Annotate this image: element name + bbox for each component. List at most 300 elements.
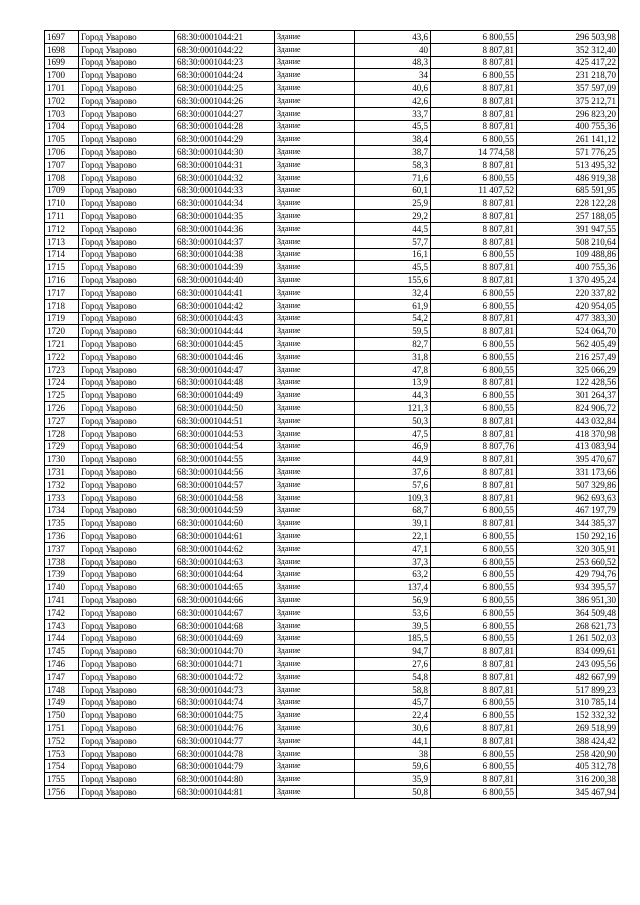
object-type-cell: Здание <box>275 43 355 56</box>
object-type-cell: Здание <box>275 325 355 338</box>
cadastral-value-cell: 375 212,71 <box>517 94 619 107</box>
settlement-cell: Город Уварово <box>79 786 175 799</box>
unit-value-cell: 6 800,55 <box>431 632 517 645</box>
area-cell: 38 <box>355 747 431 760</box>
row-number: 1723 <box>45 363 79 376</box>
cadastral-number-cell: 68:30:0001044:57 <box>175 478 275 491</box>
unit-value-cell: 6 800,55 <box>431 594 517 607</box>
cadastral-value-cell: 513 495,32 <box>517 158 619 171</box>
cadastral-number-cell: 68:30:0001044:47 <box>175 363 275 376</box>
table-row <box>45 31 619 44</box>
cadastral-value-cell: 257 188,05 <box>517 210 619 223</box>
object-type-cell: Здание <box>275 670 355 683</box>
table-row <box>45 171 619 184</box>
cadastral-number-cell: 68:30:0001044:43 <box>175 312 275 325</box>
object-type-cell: Здание <box>275 222 355 235</box>
settlement-cell: Город Уварово <box>79 747 175 760</box>
object-type-cell: Здание <box>275 632 355 645</box>
settlement-cell: Город Уварово <box>79 133 175 146</box>
row-number: 1736 <box>45 530 79 543</box>
row-number: 1756 <box>45 786 79 799</box>
cadastral-value-cell: 231 218,70 <box>517 69 619 82</box>
area-cell: 44,9 <box>355 453 431 466</box>
row-number: 1755 <box>45 773 79 786</box>
cadastral-number-cell: 68:30:0001044:23 <box>175 56 275 69</box>
object-type-cell: Здание <box>275 94 355 107</box>
object-type-cell: Здание <box>275 658 355 671</box>
cadastral-value-cell: 418 370,98 <box>517 427 619 440</box>
area-cell: 56,9 <box>355 594 431 607</box>
settlement-cell: Город Уварово <box>79 94 175 107</box>
cadastral-value-cell: 109 488,86 <box>517 248 619 261</box>
settlement-cell: Город Уварово <box>79 440 175 453</box>
unit-value-cell: 8 807,81 <box>431 43 517 56</box>
cadastral-value-cell: 296 823,20 <box>517 107 619 120</box>
unit-value-cell: 6 800,55 <box>431 389 517 402</box>
row-number: 1740 <box>45 581 79 594</box>
settlement-cell: Город Уварово <box>79 248 175 261</box>
row-number: 1722 <box>45 350 79 363</box>
table-row <box>45 542 619 555</box>
object-type-cell: Здание <box>275 414 355 427</box>
cadastral-value-cell: 152 332,32 <box>517 709 619 722</box>
unit-value-cell: 6 800,55 <box>431 350 517 363</box>
row-number: 1754 <box>45 760 79 773</box>
table-row <box>45 184 619 197</box>
cadastral-value-cell: 386 951,30 <box>517 594 619 607</box>
table-row <box>45 645 619 658</box>
row-number: 1710 <box>45 197 79 210</box>
table-row <box>45 389 619 402</box>
object-type-cell: Здание <box>275 210 355 223</box>
unit-value-cell: 8 807,81 <box>431 491 517 504</box>
cadastral-value-cell: 253 660,52 <box>517 555 619 568</box>
cadastral-value-cell: 243 095,56 <box>517 658 619 671</box>
area-cell: 58,3 <box>355 158 431 171</box>
unit-value-cell: 11 407,52 <box>431 184 517 197</box>
unit-value-cell: 8 807,81 <box>431 658 517 671</box>
unit-value-cell: 8 807,81 <box>431 670 517 683</box>
cadastral-number-cell: 68:30:0001044:54 <box>175 440 275 453</box>
cadastral-number-cell: 68:30:0001044:76 <box>175 722 275 735</box>
cadastral-value-cell: 517 899,23 <box>517 683 619 696</box>
row-number: 1751 <box>45 722 79 735</box>
object-type-cell: Здание <box>275 619 355 632</box>
cadastral-value-cell: 258 420,90 <box>517 747 619 760</box>
settlement-cell: Город Уварово <box>79 312 175 325</box>
settlement-cell: Город Уварово <box>79 683 175 696</box>
cadastral-number-cell: 68:30:0001044:48 <box>175 376 275 389</box>
settlement-cell: Город Уварово <box>79 517 175 530</box>
settlement-cell: Город Уварово <box>79 146 175 159</box>
unit-value-cell: 6 800,55 <box>431 530 517 543</box>
object-type-cell: Здание <box>275 504 355 517</box>
unit-value-cell: 6 800,55 <box>431 619 517 632</box>
object-type-cell: Здание <box>275 760 355 773</box>
object-type-cell: Здание <box>275 440 355 453</box>
unit-value-cell: 8 807,81 <box>431 376 517 389</box>
cadastral-value-cell: 364 509,48 <box>517 606 619 619</box>
settlement-cell: Город Уварово <box>79 56 175 69</box>
object-type-cell: Здание <box>275 722 355 735</box>
table-row <box>45 133 619 146</box>
unit-value-cell: 6 800,55 <box>431 606 517 619</box>
unit-value-cell: 8 807,81 <box>431 261 517 274</box>
settlement-cell: Город Уварово <box>79 555 175 568</box>
unit-value-cell: 6 800,55 <box>431 786 517 799</box>
unit-value-cell: 8 807,81 <box>431 683 517 696</box>
cadastral-number-cell: 68:30:0001044:41 <box>175 286 275 299</box>
area-cell: 39,1 <box>355 517 431 530</box>
unit-value-cell: 8 807,81 <box>431 453 517 466</box>
row-number: 1733 <box>45 491 79 504</box>
table-row <box>45 376 619 389</box>
cadastral-number-cell: 68:30:0001044:81 <box>175 786 275 799</box>
cadastral-number-cell: 68:30:0001044:78 <box>175 747 275 760</box>
settlement-cell: Город Уварово <box>79 619 175 632</box>
cadastral-value-cell: 357 597,09 <box>517 82 619 95</box>
area-cell: 38,4 <box>355 133 431 146</box>
unit-value-cell: 8 807,81 <box>431 478 517 491</box>
settlement-cell: Город Уварово <box>79 645 175 658</box>
row-number: 1697 <box>45 31 79 44</box>
unit-value-cell: 6 800,55 <box>431 363 517 376</box>
settlement-cell: Город Уварово <box>79 286 175 299</box>
table-row <box>45 350 619 363</box>
area-cell: 44,5 <box>355 222 431 235</box>
unit-value-cell: 8 807,81 <box>431 107 517 120</box>
table-row <box>45 197 619 210</box>
area-cell: 43,6 <box>355 31 431 44</box>
object-type-cell: Здание <box>275 568 355 581</box>
object-type-cell: Здание <box>275 69 355 82</box>
area-cell: 185,5 <box>355 632 431 645</box>
unit-value-cell: 8 807,81 <box>431 645 517 658</box>
row-number: 1718 <box>45 299 79 312</box>
cadastral-value-cell: 331 173,66 <box>517 466 619 479</box>
area-cell: 61,9 <box>355 299 431 312</box>
row-number: 1711 <box>45 210 79 223</box>
object-type-cell: Здание <box>275 709 355 722</box>
unit-value-cell: 8 807,81 <box>431 734 517 747</box>
settlement-cell: Город Уварово <box>79 184 175 197</box>
table-row <box>45 683 619 696</box>
object-type-cell: Здание <box>275 773 355 786</box>
cadastral-number-cell: 68:30:0001044:56 <box>175 466 275 479</box>
cadastral-value-cell: 685 591,95 <box>517 184 619 197</box>
cadastral-value-cell: 400 755,36 <box>517 261 619 274</box>
cadastral-value-cell: 482 667,99 <box>517 670 619 683</box>
settlement-cell: Город Уварово <box>79 491 175 504</box>
table-row <box>45 594 619 607</box>
row-number: 1743 <box>45 619 79 632</box>
area-cell: 31,8 <box>355 350 431 363</box>
table-row <box>45 107 619 120</box>
cadastral-value-cell: 388 424,42 <box>517 734 619 747</box>
object-type-cell: Здание <box>275 146 355 159</box>
row-number: 1734 <box>45 504 79 517</box>
area-cell: 39,5 <box>355 619 431 632</box>
cadastral-value-cell: 508 210,64 <box>517 235 619 248</box>
settlement-cell: Город Уварово <box>79 530 175 543</box>
object-type-cell: Здание <box>275 555 355 568</box>
cadastral-value-cell: 261 141,12 <box>517 133 619 146</box>
area-cell: 48,3 <box>355 56 431 69</box>
row-number: 1731 <box>45 466 79 479</box>
row-number: 1729 <box>45 440 79 453</box>
unit-value-cell: 8 807,81 <box>431 414 517 427</box>
area-cell: 63,2 <box>355 568 431 581</box>
table-row <box>45 427 619 440</box>
unit-value-cell: 8 807,81 <box>431 56 517 69</box>
object-type-cell: Здание <box>275 299 355 312</box>
area-cell: 57,7 <box>355 235 431 248</box>
area-cell: 44,3 <box>355 389 431 402</box>
table-row <box>45 248 619 261</box>
object-type-cell: Здание <box>275 517 355 530</box>
table-row <box>45 606 619 619</box>
cadastral-number-cell: 68:30:0001044:27 <box>175 107 275 120</box>
cadastral-value-cell: 301 264,37 <box>517 389 619 402</box>
area-cell: 137,4 <box>355 581 431 594</box>
unit-value-cell: 8 807,81 <box>431 197 517 210</box>
unit-value-cell: 6 800,55 <box>431 133 517 146</box>
table-row <box>45 222 619 235</box>
settlement-cell: Город Уварово <box>79 581 175 594</box>
object-type-cell: Здание <box>275 286 355 299</box>
area-cell: 40 <box>355 43 431 56</box>
area-cell: 44,1 <box>355 734 431 747</box>
settlement-cell: Город Уварово <box>79 632 175 645</box>
row-number: 1698 <box>45 43 79 56</box>
object-type-cell: Здание <box>275 389 355 402</box>
table-row <box>45 568 619 581</box>
cadastral-number-cell: 68:30:0001044:73 <box>175 683 275 696</box>
settlement-cell: Город Уварово <box>79 478 175 491</box>
cadastral-number-cell: 68:30:0001044:53 <box>175 427 275 440</box>
cadastral-number-cell: 68:30:0001044:40 <box>175 274 275 287</box>
table-row <box>45 274 619 287</box>
settlement-cell: Город Уварово <box>79 210 175 223</box>
row-number: 1714 <box>45 248 79 261</box>
cadastral-value-cell: 962 693,63 <box>517 491 619 504</box>
unit-value-cell: 8 807,81 <box>431 427 517 440</box>
table-row <box>45 773 619 786</box>
area-cell: 35,9 <box>355 773 431 786</box>
cadastral-value-cell: 1 261 502,03 <box>517 632 619 645</box>
cadastral-number-cell: 68:30:0001044:37 <box>175 235 275 248</box>
unit-value-cell: 6 800,55 <box>431 760 517 773</box>
row-number: 1713 <box>45 235 79 248</box>
object-type-cell: Здание <box>275 235 355 248</box>
object-type-cell: Здание <box>275 363 355 376</box>
unit-value-cell: 8 807,81 <box>431 94 517 107</box>
cadastral-value-cell: 486 919,38 <box>517 171 619 184</box>
unit-value-cell: 8 807,81 <box>431 235 517 248</box>
cadastral-number-cell: 68:30:0001044:71 <box>175 658 275 671</box>
area-cell: 109,3 <box>355 491 431 504</box>
row-number: 1750 <box>45 709 79 722</box>
row-number: 1720 <box>45 325 79 338</box>
row-number: 1749 <box>45 696 79 709</box>
settlement-cell: Город Уварово <box>79 427 175 440</box>
unit-value-cell: 6 800,55 <box>431 402 517 415</box>
object-type-cell: Здание <box>275 82 355 95</box>
row-number: 1716 <box>45 274 79 287</box>
table-row <box>45 69 619 82</box>
row-number: 1715 <box>45 261 79 274</box>
settlement-cell: Город Уварово <box>79 606 175 619</box>
row-number: 1719 <box>45 312 79 325</box>
cadastral-number-cell: 68:30:0001044:36 <box>175 222 275 235</box>
table-row <box>45 555 619 568</box>
object-type-cell: Здание <box>275 491 355 504</box>
settlement-cell: Город Уварово <box>79 120 175 133</box>
area-cell: 45,5 <box>355 120 431 133</box>
cadastral-number-cell: 68:30:0001044:59 <box>175 504 275 517</box>
area-cell: 82,7 <box>355 338 431 351</box>
unit-value-cell: 8 807,81 <box>431 466 517 479</box>
cadastral-value-cell: 320 305,91 <box>517 542 619 555</box>
row-number: 1730 <box>45 453 79 466</box>
settlement-cell: Город Уварово <box>79 594 175 607</box>
row-number: 1735 <box>45 517 79 530</box>
area-cell: 71,6 <box>355 171 431 184</box>
object-type-cell: Здание <box>275 197 355 210</box>
cadastral-value-cell: 507 329,86 <box>517 478 619 491</box>
object-type-cell: Здание <box>275 734 355 747</box>
unit-value-cell: 6 800,55 <box>431 31 517 44</box>
cadastral-number-cell: 68:30:0001044:55 <box>175 453 275 466</box>
row-number: 1738 <box>45 555 79 568</box>
cadastral-value-cell: 425 417,22 <box>517 56 619 69</box>
object-type-cell: Здание <box>275 338 355 351</box>
table-row <box>45 94 619 107</box>
cadastral-value-cell: 122 428,56 <box>517 376 619 389</box>
area-cell: 29,2 <box>355 210 431 223</box>
cadastral-value-cell: 824 906,72 <box>517 402 619 415</box>
cadastral-number-cell: 68:30:0001044:72 <box>175 670 275 683</box>
object-type-cell: Здание <box>275 350 355 363</box>
cadastral-value-cell: 269 518,99 <box>517 722 619 735</box>
object-type-cell: Здание <box>275 261 355 274</box>
cadastral-value-cell: 934 395,57 <box>517 581 619 594</box>
area-cell: 94,7 <box>355 645 431 658</box>
cadastral-number-cell: 68:30:0001044:58 <box>175 491 275 504</box>
row-number: 1724 <box>45 376 79 389</box>
cadastral-value-cell: 228 122,28 <box>517 197 619 210</box>
cadastral-value-cell: 571 776,25 <box>517 146 619 159</box>
cadastral-value-cell: 391 947,55 <box>517 222 619 235</box>
cadastral-value-cell: 834 099,61 <box>517 645 619 658</box>
table-row <box>45 210 619 223</box>
cadastral-value-cell: 524 064,70 <box>517 325 619 338</box>
object-type-cell: Здание <box>275 478 355 491</box>
object-type-cell: Здание <box>275 453 355 466</box>
object-type-cell: Здание <box>275 786 355 799</box>
row-number: 1747 <box>45 670 79 683</box>
row-number: 1701 <box>45 82 79 95</box>
object-type-cell: Здание <box>275 645 355 658</box>
unit-value-cell: 6 800,55 <box>431 747 517 760</box>
cadastral-number-cell: 68:30:0001044:34 <box>175 197 275 210</box>
settlement-cell: Город Уварово <box>79 376 175 389</box>
cadastral-value-cell: 296 503,98 <box>517 31 619 44</box>
area-cell: 32,4 <box>355 286 431 299</box>
area-cell: 34 <box>355 69 431 82</box>
cadastral-number-cell: 68:30:0001044:67 <box>175 606 275 619</box>
object-type-cell: Здание <box>275 158 355 171</box>
object-type-cell: Здание <box>275 376 355 389</box>
area-cell: 37,6 <box>355 466 431 479</box>
cadastral-number-cell: 68:30:0001044:68 <box>175 619 275 632</box>
area-cell: 57,6 <box>355 478 431 491</box>
unit-value-cell: 8 807,81 <box>431 274 517 287</box>
area-cell: 22,1 <box>355 530 431 543</box>
table-row <box>45 363 619 376</box>
cadastral-number-cell: 68:30:0001044:50 <box>175 402 275 415</box>
row-number: 1700 <box>45 69 79 82</box>
cadastral-number-cell: 68:30:0001044:75 <box>175 709 275 722</box>
table-row <box>45 670 619 683</box>
settlement-cell: Город Уварово <box>79 389 175 402</box>
settlement-cell: Город Уварово <box>79 542 175 555</box>
settlement-cell: Город Уварово <box>79 69 175 82</box>
settlement-cell: Город Уварово <box>79 82 175 95</box>
unit-value-cell: 8 807,81 <box>431 120 517 133</box>
settlement-cell: Город Уварово <box>79 760 175 773</box>
row-number: 1753 <box>45 747 79 760</box>
settlement-cell: Город Уварово <box>79 414 175 427</box>
settlement-cell: Город Уварово <box>79 197 175 210</box>
table-row <box>45 478 619 491</box>
area-cell: 38,7 <box>355 146 431 159</box>
object-type-cell: Здание <box>275 594 355 607</box>
unit-value-cell: 6 800,55 <box>431 171 517 184</box>
area-cell: 60,1 <box>355 184 431 197</box>
table-row <box>45 696 619 709</box>
unit-value-cell: 6 800,55 <box>431 568 517 581</box>
row-number: 1741 <box>45 594 79 607</box>
table-row <box>45 299 619 312</box>
cadastral-number-cell: 68:30:0001044:24 <box>175 69 275 82</box>
unit-value-cell: 6 800,55 <box>431 555 517 568</box>
cadastral-number-cell: 68:30:0001044:61 <box>175 530 275 543</box>
row-number: 1708 <box>45 171 79 184</box>
object-type-cell: Здание <box>275 696 355 709</box>
unit-value-cell: 8 807,81 <box>431 325 517 338</box>
cadastral-value-cell: 443 032,84 <box>517 414 619 427</box>
unit-value-cell: 8 807,81 <box>431 158 517 171</box>
cadastral-number-cell: 68:30:0001044:22 <box>175 43 275 56</box>
row-number: 1748 <box>45 683 79 696</box>
cadastral-number-cell: 68:30:0001044:21 <box>175 31 275 44</box>
area-cell: 54,2 <box>355 312 431 325</box>
area-cell: 16,1 <box>355 248 431 261</box>
cadastral-value-cell: 316 200,38 <box>517 773 619 786</box>
unit-value-cell: 8 807,81 <box>431 312 517 325</box>
area-cell: 45,7 <box>355 696 431 709</box>
table-row <box>45 286 619 299</box>
cadastral-value-cell: 405 312,78 <box>517 760 619 773</box>
settlement-cell: Город Уварово <box>79 31 175 44</box>
cadastral-value-table <box>44 30 619 799</box>
cadastral-value-cell: 150 292,16 <box>517 530 619 543</box>
cadastral-number-cell: 68:30:0001044:44 <box>175 325 275 338</box>
table-row <box>45 158 619 171</box>
settlement-cell: Город Уварово <box>79 709 175 722</box>
object-type-cell: Здание <box>275 427 355 440</box>
